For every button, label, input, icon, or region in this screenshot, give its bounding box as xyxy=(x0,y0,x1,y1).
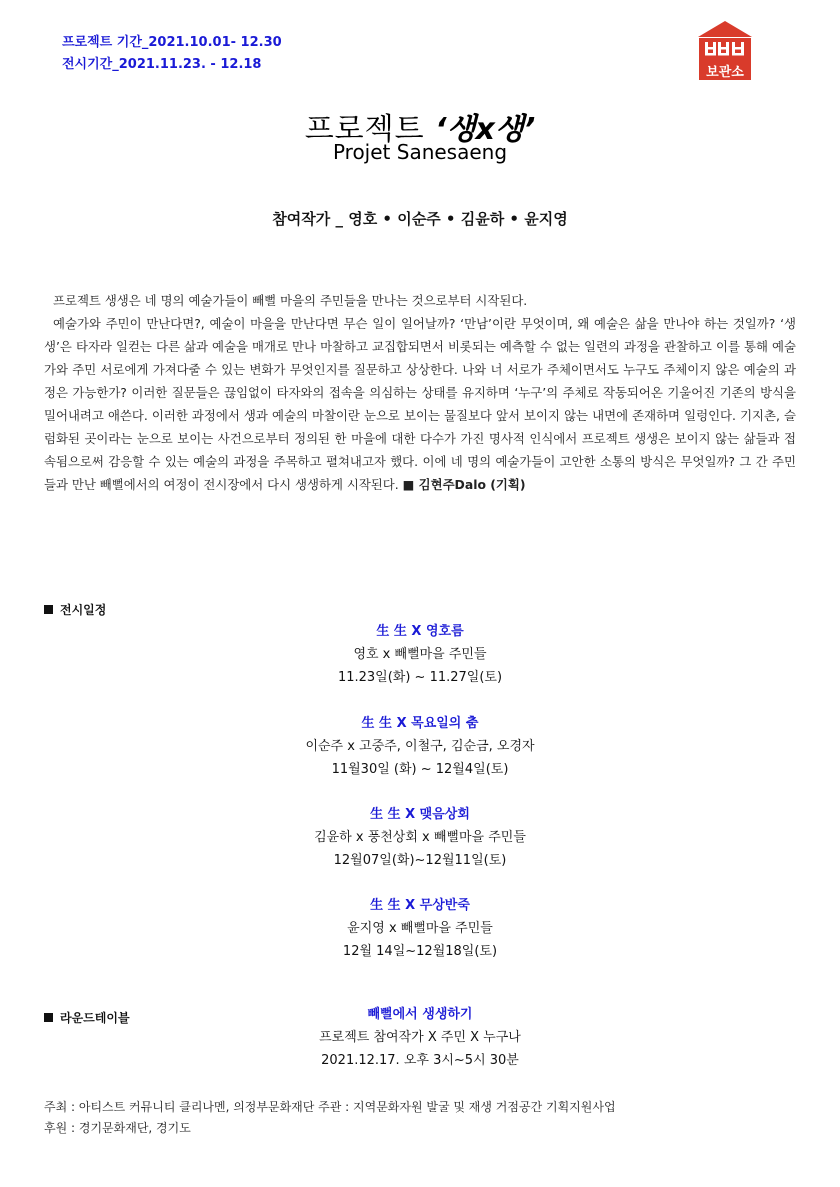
schedule-label-text: 전시일정 xyxy=(60,603,107,617)
exhibition-participants: 윤지영 x 빼뻘마을 주민들 xyxy=(347,921,493,936)
exhibition-period: 전시기간_2021.11.23. - 12.18 xyxy=(62,57,262,72)
intro-body xyxy=(44,312,796,496)
exhibition-dates: 11.23일(화) ~ 11.27일(토) xyxy=(337,670,503,685)
bogwanso-logo xyxy=(696,20,754,80)
roundtable-label xyxy=(44,1009,130,1026)
exhibition-title: 生 生 X 무상반죽 xyxy=(370,898,470,913)
logo-text: 보관소 xyxy=(706,65,744,80)
exhibition-item xyxy=(160,804,680,872)
exhibition-participants: 영호 x 빼뻘마을 주민들 xyxy=(353,647,487,662)
exhibition-item xyxy=(160,713,680,781)
intro-body-text: 예술가와 주민이 만난다면?, 예술이 마을을 만난다면 무슨 일이 일어날까? ‘만남’이란 무엇이며, 왜 예술은 삶을 만나야 하는 것일까? ‘생생’은 타자라 일컫는 다른 삶과 예술을 매개로 만나 마찰하고 교집합되면서 비롯되는 예측할 수 없는 일련의 과정을 관찰하고 이를 통해 예술가와 주민 서로에게 가져다줄 수 있는 변화가 무엇인지를 질문하고 상상한다. 나와 너 서로가 주체이면서도 누구도 주체이지 않은 예술의 과정은 가능한가? 이러한 질문들은 끊임없이 타자와의 접속을 의심하는 상태를 유지하며 ‘누구’의 주체로 작동되어온 기울어진 기존의 방식을 밀어내려고 애쓴다. 이러한 과정에서 생과 예술의 마찰이란 눈으로 보이는 물질보다 앞서 보이지 않는 내면에 존재하며 일렁인다. 기지촌, 슬럼화된 곳이라는 눈으로 보이는 사건으로부터 정의된 한 마을에 대한 다수가 가진 명사적 인식에서 프로젝트 생생은 보이지 않는 삶들과 접속됨으로써 감응할 수 있는 예술의 과정을 주목하고 펼쳐내고자 했다. 이에 네 명의 예술가들이 고안한 소통의 방식은 무엇일까? 그 간 주민들과 만난 빼뻘에서의 여정이 전시장에서 다시 생생하게 시작된다. xyxy=(44,316,796,492)
square-bullet-icon xyxy=(44,605,53,614)
footer-host: 주최 : 아티스트 커뮤니티 클리나멘, 의정부문화재단 주관 : 지역문화자원 발굴 및 재생 거점공간 기획지원사업 xyxy=(44,1100,616,1114)
intro-text xyxy=(44,289,796,496)
exhibition-dates: 11월30일 (화) ~ 12월4일(토) xyxy=(331,762,509,777)
exhibition-dates: 12월 14일~12월18일(토) xyxy=(342,944,498,959)
exhibition-participants: 이순주 x 고중주, 이철구, 김순금, 오경자 xyxy=(305,739,535,754)
exhibition-title: 生 生 X 맺음상회 xyxy=(370,807,470,822)
exhibition-title: 生 生 X 영호름 xyxy=(376,624,464,639)
exhibition-item xyxy=(160,895,680,963)
intro-signature: ■ 김현주Dalo (기획) xyxy=(402,477,526,492)
title-accent: ‘생x생’ xyxy=(435,112,536,147)
exhibition-participants: 김윤하 x 풍천상회 x 빼뻘마을 주민들 xyxy=(314,830,526,845)
roundtable-label-text: 라운드테이블 xyxy=(60,1011,130,1025)
exhibition-item xyxy=(160,621,680,689)
roundtable-datetime: 2021.12.17. 오후 3시~5시 30분 xyxy=(321,1053,519,1068)
exhibition-title: 生 生 X 목요일의 춤 xyxy=(361,716,479,731)
schedule-label xyxy=(44,601,106,618)
intro-line1: 프로젝트 생생은 네 명의 예술가들이 빼뻘 마을의 주민들을 만나는 것으로부터 시작된다. xyxy=(53,293,528,308)
project-period: 프로젝트 기간_2021.10.01- 12.30 xyxy=(62,35,282,50)
exhibition-dates: 12월07일(화)~12월11일(토) xyxy=(333,853,507,868)
roundtable-title: 빼뻘에서 생생하기 xyxy=(367,1007,473,1022)
roundtable-item xyxy=(160,1004,680,1072)
roundtable-participants: 프로젝트 참여작가 X 주민 X 누구나 xyxy=(319,1030,521,1045)
page-subtitle: Projet Sanesaeng xyxy=(332,140,508,164)
footer-sponsor: 후원 : 경기문화재단, 경기도 xyxy=(44,1121,191,1135)
square-bullet-icon xyxy=(44,1013,53,1022)
artists-line: 참여작가 _ 영호 • 이순주 • 김윤하 • 윤지영 xyxy=(272,210,568,228)
title-main: 프로젝트 xyxy=(304,112,436,147)
